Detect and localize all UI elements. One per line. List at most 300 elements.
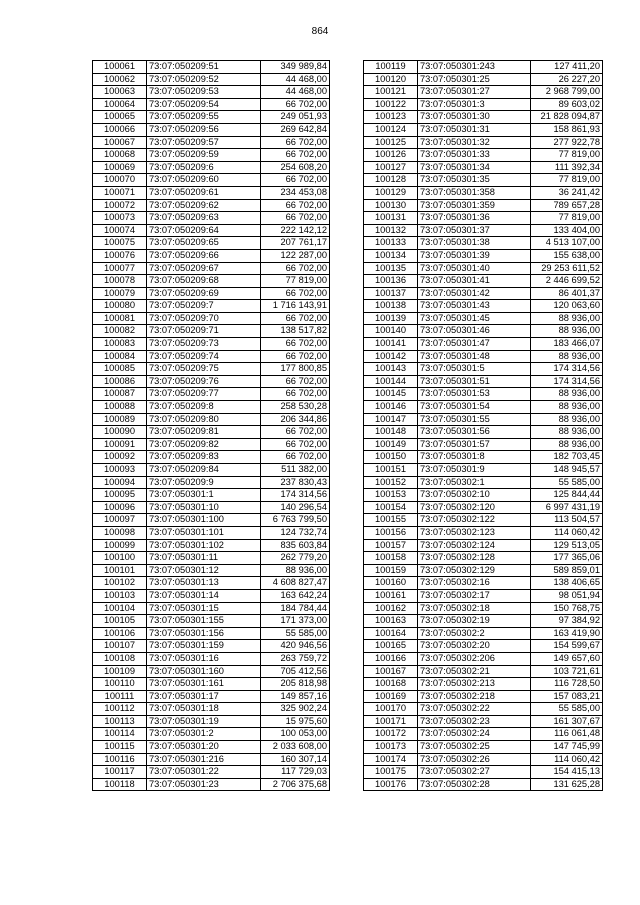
cadastral-number-cell: 73:07:050301:161	[147, 678, 261, 691]
cadastral-number-cell: 73:07:050301:159	[147, 640, 261, 653]
row-number-cell: 100148	[364, 426, 418, 439]
value-cell: 183 466,07	[531, 338, 603, 351]
row-number-cell: 100145	[364, 388, 418, 401]
table-row	[93, 199, 330, 212]
table-row	[93, 526, 330, 539]
table-row	[364, 312, 603, 325]
value-cell: 88 936,00	[261, 564, 330, 577]
table-row	[364, 375, 603, 388]
row-number-cell: 100126	[364, 149, 418, 162]
table-row	[93, 338, 330, 351]
table-row	[93, 401, 330, 414]
value-cell: 55 585,00	[531, 703, 603, 716]
cadastral-number-cell: 73:07:050209:75	[147, 363, 261, 376]
value-cell: 263 759,72	[261, 652, 330, 665]
value-cell: 589 859,01	[531, 564, 603, 577]
row-number-cell: 100061	[93, 61, 147, 74]
row-number-cell: 100147	[364, 413, 418, 426]
table-row	[364, 275, 603, 288]
value-cell: 131 625,28	[531, 778, 603, 791]
row-number-cell: 100156	[364, 526, 418, 539]
value-cell: 177 365,06	[531, 552, 603, 565]
table-row	[93, 426, 330, 439]
table-row	[93, 753, 330, 766]
table-row	[93, 98, 330, 111]
right-table-body	[364, 61, 603, 791]
row-number-cell: 100073	[93, 212, 147, 225]
value-cell: 103 721,61	[531, 665, 603, 678]
value-cell: 66 702,00	[261, 262, 330, 275]
cadastral-number-cell: 73:07:050301:42	[418, 287, 531, 300]
table-row	[93, 552, 330, 565]
value-cell: 150 768,75	[531, 602, 603, 615]
cadastral-number-cell: 73:07:050209:76	[147, 375, 261, 388]
cadastral-number-cell: 73:07:050209:59	[147, 149, 261, 162]
table-row	[93, 438, 330, 451]
table-row	[93, 61, 330, 74]
value-cell: 2 968 799,00	[531, 86, 603, 99]
table-row	[93, 539, 330, 552]
value-cell: 36 241,42	[531, 186, 603, 199]
cadastral-number-cell: 73:07:050301:156	[147, 627, 261, 640]
row-number-cell: 100127	[364, 161, 418, 174]
table-row	[93, 174, 330, 187]
table-row	[364, 703, 603, 716]
cadastral-number-cell: 73:07:050302:22	[418, 703, 531, 716]
cadastral-number-cell: 73:07:050209:55	[147, 111, 261, 124]
table-row	[364, 325, 603, 338]
row-number-cell: 100115	[93, 741, 147, 754]
cadastral-number-cell: 73:07:050302:21	[418, 665, 531, 678]
cadastral-number-cell: 73:07:050209:82	[147, 438, 261, 451]
table-row	[93, 111, 330, 124]
row-number-cell: 100111	[93, 690, 147, 703]
cadastral-number-cell: 73:07:050302:27	[418, 766, 531, 779]
value-cell: 161 307,67	[531, 715, 603, 728]
row-number-cell: 100112	[93, 703, 147, 716]
table-row	[364, 690, 603, 703]
row-number-cell: 100094	[93, 476, 147, 489]
cadastral-number-cell: 73:07:050209:67	[147, 262, 261, 275]
table-row	[93, 564, 330, 577]
value-cell: 66 702,00	[261, 438, 330, 451]
table-row	[93, 161, 330, 174]
table-row	[364, 136, 603, 149]
cadastral-number-cell: 73:07:050301:51	[418, 375, 531, 388]
cadastral-number-cell: 73:07:050209:51	[147, 61, 261, 74]
value-cell: 6 997 431,19	[531, 501, 603, 514]
table-row	[364, 766, 603, 779]
table-row	[364, 86, 603, 99]
table-row	[93, 375, 330, 388]
row-number-cell: 100150	[364, 451, 418, 464]
table-row	[364, 778, 603, 791]
row-number-cell: 100153	[364, 489, 418, 502]
cadastral-number-cell: 73:07:050301:2	[147, 728, 261, 741]
row-number-cell: 100074	[93, 224, 147, 237]
row-number-cell: 100138	[364, 300, 418, 313]
table-row	[364, 224, 603, 237]
row-number-cell: 100151	[364, 464, 418, 477]
value-cell: 277 922,78	[531, 136, 603, 149]
cadastral-number-cell: 73:07:050209:81	[147, 426, 261, 439]
value-cell: 249 051,93	[261, 111, 330, 124]
value-cell: 174 314,56	[261, 489, 330, 502]
table-row	[364, 237, 603, 250]
row-number-cell: 100068	[93, 149, 147, 162]
row-number-cell: 100070	[93, 174, 147, 187]
table-row	[93, 778, 330, 791]
value-cell: 66 702,00	[261, 136, 330, 149]
row-number-cell: 100089	[93, 413, 147, 426]
row-number-cell: 100107	[93, 640, 147, 653]
row-number-cell: 100128	[364, 174, 418, 187]
table-row	[364, 98, 603, 111]
cadastral-number-cell: 73:07:050301:48	[418, 350, 531, 363]
table-row	[364, 426, 603, 439]
value-cell: 88 936,00	[531, 413, 603, 426]
row-number-cell: 100166	[364, 652, 418, 665]
row-number-cell: 100173	[364, 741, 418, 754]
table-row	[93, 678, 330, 691]
row-number-cell: 100158	[364, 552, 418, 565]
table-row	[93, 615, 330, 628]
table-row	[93, 363, 330, 376]
table-row	[93, 766, 330, 779]
row-number-cell: 100113	[93, 715, 147, 728]
table-row	[364, 451, 603, 464]
table-row	[364, 627, 603, 640]
cadastral-number-cell: 73:07:050301:53	[418, 388, 531, 401]
row-number-cell: 100105	[93, 615, 147, 628]
table-row	[364, 388, 603, 401]
value-cell: 116 061,48	[531, 728, 603, 741]
value-cell: 237 830,43	[261, 476, 330, 489]
cadastral-number-cell: 73:07:050301:12	[147, 564, 261, 577]
row-number-cell: 100079	[93, 287, 147, 300]
row-number-cell: 100168	[364, 678, 418, 691]
row-number-cell: 100140	[364, 325, 418, 338]
row-number-cell: 100069	[93, 161, 147, 174]
value-cell: 133 404,00	[531, 224, 603, 237]
value-cell: 6 763 799,50	[261, 514, 330, 527]
value-cell: 2 706 375,68	[261, 778, 330, 791]
cadastral-number-cell: 73:07:050301:102	[147, 539, 261, 552]
row-number-cell: 100117	[93, 766, 147, 779]
table-row	[364, 741, 603, 754]
cadastral-number-cell: 73:07:050209:68	[147, 275, 261, 288]
cadastral-number-cell: 73:07:050209:53	[147, 86, 261, 99]
row-number-cell: 100152	[364, 476, 418, 489]
table-row	[93, 627, 330, 640]
table-row	[93, 464, 330, 477]
cadastral-number-cell: 73:07:050301:243	[418, 61, 531, 74]
row-number-cell: 100065	[93, 111, 147, 124]
table-row	[364, 149, 603, 162]
cadastral-number-cell: 73:07:050209:83	[147, 451, 261, 464]
row-number-cell: 100154	[364, 501, 418, 514]
value-cell: 44 468,00	[261, 86, 330, 99]
table-row	[364, 464, 603, 477]
row-number-cell: 100160	[364, 577, 418, 590]
value-cell: 66 702,00	[261, 375, 330, 388]
cadastral-number-cell: 73:07:050209:57	[147, 136, 261, 149]
value-cell: 88 936,00	[531, 325, 603, 338]
page-number: 864	[311, 26, 329, 37]
row-number-cell: 100169	[364, 690, 418, 703]
value-cell: 149 657,60	[531, 652, 603, 665]
cadastral-number-cell: 73:07:050302:19	[418, 615, 531, 628]
table-row	[93, 451, 330, 464]
value-cell: 44 468,00	[261, 73, 330, 86]
cadastral-number-cell: 73:07:050302:1	[418, 476, 531, 489]
cadastral-number-cell: 73:07:050301:32	[418, 136, 531, 149]
row-number-cell: 100118	[93, 778, 147, 791]
cadastral-number-cell: 73:07:050209:64	[147, 224, 261, 237]
value-cell: 184 784,44	[261, 602, 330, 615]
table-row	[93, 136, 330, 149]
row-number-cell: 100078	[93, 275, 147, 288]
cadastral-number-cell: 73:07:050301:47	[418, 338, 531, 351]
row-number-cell: 100114	[93, 728, 147, 741]
table-row	[364, 678, 603, 691]
cadastral-number-cell: 73:07:050209:66	[147, 249, 261, 262]
value-cell: 171 373,00	[261, 615, 330, 628]
cadastral-number-cell: 73:07:050301:39	[418, 249, 531, 262]
table-row	[364, 401, 603, 414]
row-number-cell: 100063	[93, 86, 147, 99]
table-row	[93, 715, 330, 728]
table-row	[364, 287, 603, 300]
cadastral-number-cell: 73:07:050301:46	[418, 325, 531, 338]
value-cell: 1 716 143,91	[261, 300, 330, 313]
value-cell: 835 603,84	[261, 539, 330, 552]
row-number-cell: 100096	[93, 501, 147, 514]
value-cell: 140 296,54	[261, 501, 330, 514]
cadastral-number-cell: 73:07:050209:7	[147, 300, 261, 313]
cadastral-number-cell: 73:07:050302:122	[418, 514, 531, 527]
value-cell: 155 638,00	[531, 249, 603, 262]
cadastral-number-cell: 73:07:050301:34	[418, 161, 531, 174]
table-row	[93, 123, 330, 136]
cadastral-number-cell: 73:07:050301:155	[147, 615, 261, 628]
value-cell: 66 702,00	[261, 312, 330, 325]
row-number-cell: 100161	[364, 589, 418, 602]
row-number-cell: 100172	[364, 728, 418, 741]
cadastral-number-cell: 73:07:050302:23	[418, 715, 531, 728]
row-number-cell: 100143	[364, 363, 418, 376]
row-number-cell: 100103	[93, 589, 147, 602]
value-cell: 174 314,56	[531, 375, 603, 388]
row-number-cell: 100062	[93, 73, 147, 86]
row-number-cell: 100064	[93, 98, 147, 111]
cadastral-number-cell: 73:07:050302:120	[418, 501, 531, 514]
cadastral-number-cell: 73:07:050301:15	[147, 602, 261, 615]
cadastral-number-cell: 73:07:050301:30	[418, 111, 531, 124]
value-cell: 206 344,86	[261, 413, 330, 426]
row-number-cell: 100098	[93, 526, 147, 539]
value-cell: 66 702,00	[261, 350, 330, 363]
value-cell: 705 412,56	[261, 665, 330, 678]
value-cell: 98 051,94	[531, 589, 603, 602]
value-cell: 138 406,65	[531, 577, 603, 590]
table-row	[93, 728, 330, 741]
cadastral-number-cell: 73:07:050302:25	[418, 741, 531, 754]
value-cell: 511 382,00	[261, 464, 330, 477]
row-number-cell: 100124	[364, 123, 418, 136]
table-row	[364, 753, 603, 766]
value-cell: 66 702,00	[261, 287, 330, 300]
row-number-cell: 100149	[364, 438, 418, 451]
table-row	[364, 476, 603, 489]
value-cell: 111 392,34	[531, 161, 603, 174]
value-cell: 148 945,57	[531, 464, 603, 477]
value-cell: 205 818,98	[261, 678, 330, 691]
value-cell: 158 861,93	[531, 123, 603, 136]
left-data-table	[92, 60, 330, 791]
table-row	[364, 338, 603, 351]
row-number-cell: 100080	[93, 300, 147, 313]
value-cell: 4 608 827,47	[261, 577, 330, 590]
table-row	[93, 86, 330, 99]
cadastral-number-cell: 73:07:050301:37	[418, 224, 531, 237]
value-cell: 86 401,37	[531, 287, 603, 300]
row-number-cell: 100106	[93, 627, 147, 640]
row-number-cell: 100076	[93, 249, 147, 262]
row-number-cell: 100092	[93, 451, 147, 464]
value-cell: 129 513,05	[531, 539, 603, 552]
cadastral-number-cell: 73:07:050209:61	[147, 186, 261, 199]
value-cell: 55 585,00	[261, 627, 330, 640]
cadastral-number-cell: 73:07:050301:5	[418, 363, 531, 376]
value-cell: 154 415,13	[531, 766, 603, 779]
cadastral-number-cell: 73:07:050301:101	[147, 526, 261, 539]
table-row	[364, 438, 603, 451]
table-row	[93, 249, 330, 262]
value-cell: 100 053,00	[261, 728, 330, 741]
cadastral-number-cell: 73:07:050301:54	[418, 401, 531, 414]
table-row	[364, 640, 603, 653]
row-number-cell: 100144	[364, 375, 418, 388]
value-cell: 77 819,00	[531, 212, 603, 225]
row-number-cell: 100095	[93, 489, 147, 502]
value-cell: 26 227,20	[531, 73, 603, 86]
cadastral-number-cell: 73:07:050301:359	[418, 199, 531, 212]
row-number-cell: 100125	[364, 136, 418, 149]
table-row	[93, 741, 330, 754]
row-number-cell: 100087	[93, 388, 147, 401]
cadastral-number-cell: 73:07:050301:11	[147, 552, 261, 565]
table-row	[364, 728, 603, 741]
table-row	[364, 300, 603, 313]
cadastral-number-cell: 73:07:050301:160	[147, 665, 261, 678]
table-row	[93, 149, 330, 162]
row-number-cell: 100136	[364, 275, 418, 288]
cadastral-number-cell: 73:07:050209:70	[147, 312, 261, 325]
cadastral-number-cell: 73:07:050301:23	[147, 778, 261, 791]
value-cell: 55 585,00	[531, 476, 603, 489]
row-number-cell: 100130	[364, 199, 418, 212]
cadastral-number-cell: 73:07:050209:56	[147, 123, 261, 136]
cadastral-number-cell: 73:07:050302:16	[418, 577, 531, 590]
table-row	[364, 665, 603, 678]
right-data-table	[363, 60, 603, 791]
row-number-cell: 100123	[364, 111, 418, 124]
value-cell: 182 703,45	[531, 451, 603, 464]
cadastral-number-cell: 73:07:050209:69	[147, 287, 261, 300]
row-number-cell: 100082	[93, 325, 147, 338]
table-row	[364, 249, 603, 262]
table-row	[364, 615, 603, 628]
table-row	[364, 489, 603, 502]
cadastral-number-cell: 73:07:050209:74	[147, 350, 261, 363]
row-number-cell: 100146	[364, 401, 418, 414]
left-table-body	[93, 61, 330, 791]
value-cell: 114 060,42	[531, 753, 603, 766]
value-cell: 147 745,99	[531, 741, 603, 754]
row-number-cell: 100093	[93, 464, 147, 477]
row-number-cell: 100142	[364, 350, 418, 363]
cadastral-number-cell: 73:07:050301:57	[418, 438, 531, 451]
row-number-cell: 100155	[364, 514, 418, 527]
cadastral-number-cell: 73:07:050301:216	[147, 753, 261, 766]
row-number-cell: 100163	[364, 615, 418, 628]
table-row	[364, 350, 603, 363]
row-number-cell: 100167	[364, 665, 418, 678]
value-cell: 174 314,56	[531, 363, 603, 376]
cadastral-number-cell: 73:07:050209:6	[147, 161, 261, 174]
table-row	[93, 287, 330, 300]
value-cell: 113 504,57	[531, 514, 603, 527]
cadastral-number-cell: 73:07:050301:45	[418, 312, 531, 325]
row-number-cell: 100176	[364, 778, 418, 791]
value-cell: 154 599,67	[531, 640, 603, 653]
value-cell: 222 142,12	[261, 224, 330, 237]
row-number-cell: 100091	[93, 438, 147, 451]
value-cell: 15 975,60	[261, 715, 330, 728]
cadastral-number-cell: 73:07:050302:28	[418, 778, 531, 791]
row-number-cell: 100100	[93, 552, 147, 565]
cadastral-number-cell: 73:07:050209:60	[147, 174, 261, 187]
value-cell: 88 936,00	[531, 388, 603, 401]
value-cell: 149 857,16	[261, 690, 330, 703]
table-row	[364, 602, 603, 615]
value-cell: 77 819,00	[531, 149, 603, 162]
table-row	[93, 300, 330, 313]
value-cell: 2 446 699,52	[531, 275, 603, 288]
row-number-cell: 100159	[364, 564, 418, 577]
cadastral-number-cell: 73:07:050209:84	[147, 464, 261, 477]
table-row	[364, 577, 603, 590]
value-cell: 66 702,00	[261, 426, 330, 439]
cadastral-number-cell: 73:07:050209:62	[147, 199, 261, 212]
table-row	[364, 363, 603, 376]
row-number-cell: 100088	[93, 401, 147, 414]
value-cell: 77 819,00	[531, 174, 603, 187]
value-cell: 163 419,90	[531, 627, 603, 640]
cadastral-number-cell: 73:07:050301:17	[147, 690, 261, 703]
value-cell: 89 603,02	[531, 98, 603, 111]
cadastral-number-cell: 73:07:050302:10	[418, 489, 531, 502]
table-row	[364, 161, 603, 174]
table-row	[364, 564, 603, 577]
cadastral-number-cell: 73:07:050301:35	[418, 174, 531, 187]
cadastral-number-cell: 73:07:050301:55	[418, 413, 531, 426]
table-row	[364, 652, 603, 665]
cadastral-number-cell: 73:07:050209:80	[147, 413, 261, 426]
cadastral-number-cell: 73:07:050302:206	[418, 652, 531, 665]
value-cell: 66 702,00	[261, 212, 330, 225]
